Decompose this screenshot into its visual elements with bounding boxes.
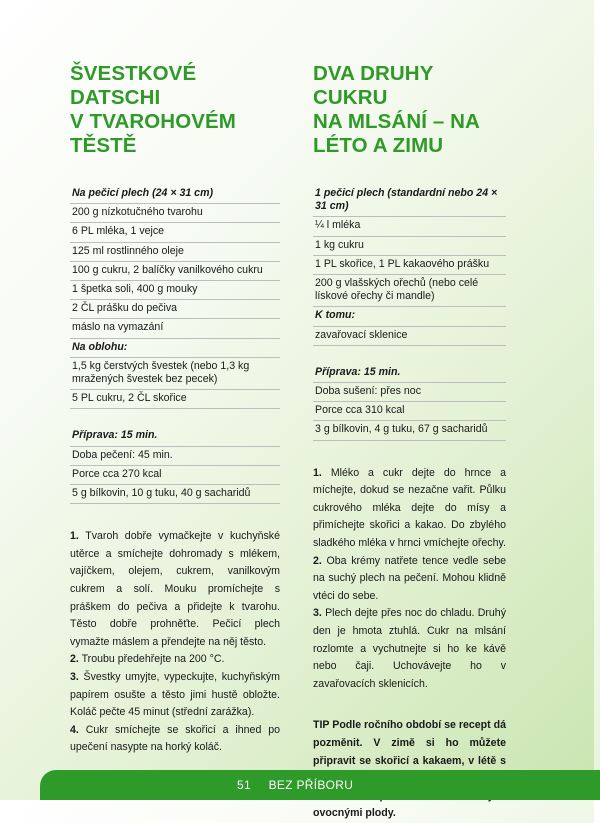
title-line: NA MLSÁNÍ – NA: [313, 110, 480, 133]
ingredient-row: 3 g bílkovin, 4 g tuku, 67 g sacharidů: [313, 421, 506, 440]
step-text: Mléko a cukr dejte do hrnce a míchejte, dokud se nezačne vařit. Půlku cukrového mléka dejte do mísy a přimíchejte skořici a kakao. Do zbylého sladkého mléka v hrnci vmíchejte ořechy.: [313, 466, 506, 550]
ingredient-row: ¼ l mléka: [313, 217, 506, 236]
title-line: DVA DRUHY CUKRU: [313, 62, 434, 109]
ingredient-row: 1 PL skořice, 1 PL kakaového prášku: [313, 256, 506, 275]
step-text: Plech dejte přes noc do chladu. Druhý den je hmota ztuhlá. Cukr na mlsání rozlomte a vychutnejte si ho ke kávě nebo čaji. Uchovávejte ho v zavařovacích sklenicích.: [313, 607, 506, 690]
step-text: Švestky umyjte, vypeckujte, kuchyňským papírem osušte a těsto jimi hustě obložte. Koláč pečte 45 minut (střední zarážka).: [70, 671, 280, 719]
instructions: [313, 465, 506, 694]
ingredient-row: 1 kg cukru: [313, 237, 506, 256]
step-text: Oba krémy natřete tence vedle sebe na suchý plech na pečení. Mohou klidně vtéci do sebe.: [313, 554, 506, 602]
instructions: [70, 528, 280, 757]
ingredient-row: 1 špetka soli, 400 g mouky: [70, 281, 280, 300]
recipe-left: [70, 60, 280, 757]
instruction-step: [70, 669, 280, 722]
ingredient-row: 1,5 kg čerstvých švestek (nebo 1,3 kg mražených švestek bez pecek): [70, 358, 280, 390]
step-number: 3.: [70, 671, 79, 683]
recipe-title: [313, 62, 506, 158]
instruction-step: [70, 651, 280, 669]
step-text: Tvaroh dobře vymačkejte v kuchyňské utěrce a smíchejte dohromady s mlékem, vajíčkem, olejem, cukrem, vanilkovým cukrem a solí. Mouku promíchejte s práškem do pečiva a přidejte k tvarohu. Těsto dobře prohněťte. Pečicí plech vymažte máslem a přendejte na něj těsto.: [70, 530, 280, 648]
ingredient-row: Doba sušení: přes noc: [313, 383, 506, 402]
ingredient-heading: 1 pečicí plech (standardní nebo 24 × 31 cm): [313, 185, 506, 217]
recipe-title: [70, 62, 280, 158]
ingredient-row: 5 g bílkovin, 10 g tuku, 40 g sacharidů: [70, 485, 280, 504]
instruction-step: [313, 553, 506, 606]
ingredient-spacer: [70, 409, 280, 427]
step-number: 3.: [313, 607, 322, 620]
ingredient-row: 200 g vlašských ořechů (nebo celé lískové ořechy či mandle): [313, 275, 506, 307]
ingredient-spacer: [313, 346, 506, 364]
step-text: Troubu předehřejte na 200 °C.: [81, 653, 225, 666]
ingredient-row: 200 g nízkotučného tvarohu: [70, 204, 280, 223]
ingredient-row: Porce cca 310 kcal: [313, 402, 506, 421]
step-number: 1.: [313, 466, 322, 479]
ingredient-row: zavařovací sklenice: [313, 327, 506, 346]
instruction-step: [70, 528, 280, 651]
instruction-step: [70, 722, 280, 757]
ingredient-heading: Na pečicí plech (24 × 31 cm): [70, 185, 280, 204]
recipe-right: [313, 60, 506, 823]
title-line: ŠVESTKOVÉ DATSCHI: [70, 62, 197, 109]
ingredient-heading: K tomu:: [313, 307, 506, 326]
page-number: 51: [237, 778, 251, 792]
instruction-step: [313, 465, 506, 553]
step-number: 1.: [70, 530, 79, 543]
section-title: BEZ PŘÍBORU: [268, 778, 354, 792]
ingredient-row: 100 g cukru, 2 balíčky vanilkového cukru: [70, 262, 280, 281]
ingredient-row: 125 ml rostlinného oleje: [70, 243, 280, 262]
title-line: TĚSTĚ: [70, 134, 137, 157]
step-number: 4.: [70, 723, 79, 736]
instruction-step: [313, 605, 506, 693]
ingredient-row: 5 PL cukru, 2 ČL skořice: [70, 390, 280, 409]
page-footer: [40, 770, 600, 800]
ingredient-heading: Příprava: 15 min.: [313, 364, 506, 383]
tip-text: TIP Podle ročního období se recept dá pozměnit. V zimě si ho můžete připravit se skořicí a kakaem, v létě s ovocnými plody.: [313, 719, 506, 820]
step-number: 2.: [70, 653, 79, 666]
ingredient-row: Porce cca 270 kcal: [70, 466, 280, 485]
ingredient-list: [70, 185, 280, 504]
ingredient-row: 2 ČL prášku do pečiva: [70, 300, 280, 319]
step-number: 2.: [313, 554, 322, 567]
ingredient-row: Doba pečení: 45 min.: [70, 447, 280, 466]
ingredient-list: [313, 185, 506, 441]
ingredient-heading: Příprava: 15 min.: [70, 427, 280, 446]
ingredient-heading: Na oblohu:: [70, 339, 280, 358]
step-text: Cukr smíchejte se skořicí a ihned po upečení nasypte na horký koláč.: [70, 723, 280, 754]
title-line: LÉTO A ZIMU: [313, 134, 444, 157]
ingredient-row: 6 PL mléka, 1 vejce: [70, 223, 280, 242]
title-line: V TVAROHOVÉM: [70, 110, 236, 133]
ingredient-row: máslo na vymazání: [70, 319, 280, 338]
